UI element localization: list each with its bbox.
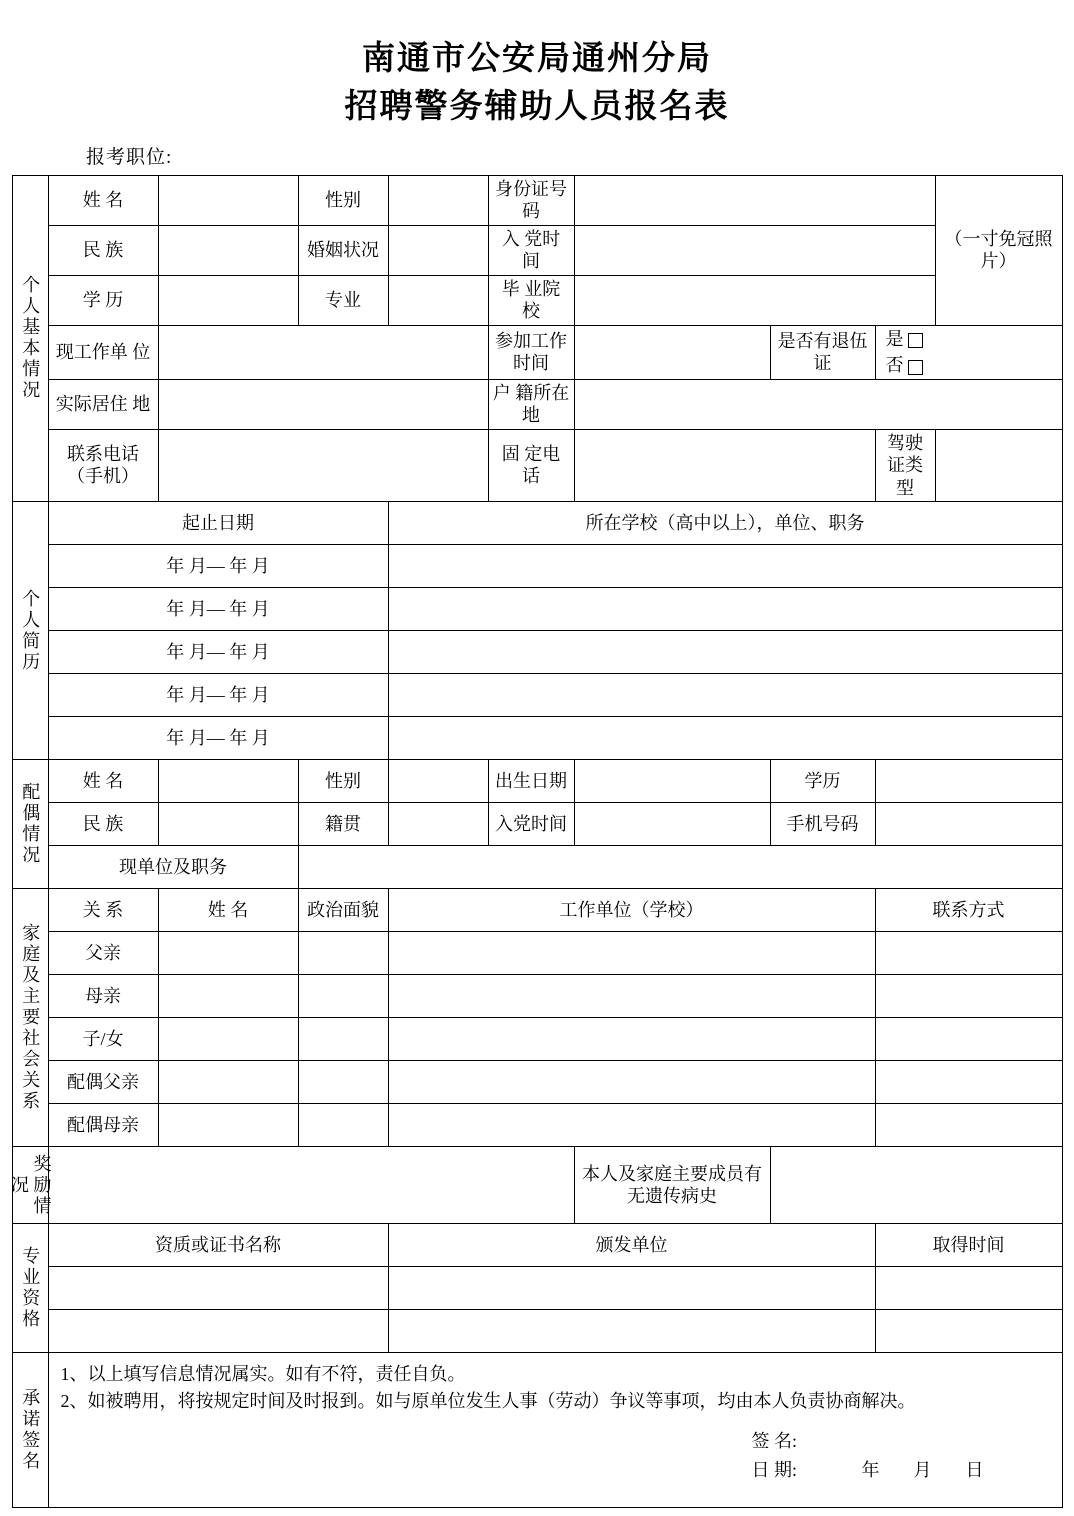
field-work-start-time[interactable] [574,325,770,379]
field-certificate-name-1[interactable] [48,1267,388,1310]
resume-date-2[interactable]: 年 月— 年 月 [48,588,388,631]
label-veteran-cert: 是否有退伍证 [770,325,875,379]
field-spouse-mother-political[interactable] [298,1104,388,1147]
veteran-no-label: 否 [885,355,904,376]
field-father-political[interactable] [298,932,388,975]
month-label: 月 [913,1459,932,1480]
table-row [12,275,1062,325]
resume-detail-4[interactable] [388,674,1062,717]
label-party-join-time: 入 党时 间 [488,225,574,275]
table-row [12,1353,1062,1508]
header-work-unit: 工作单位（学校） [388,889,875,932]
field-spouse-gender[interactable] [388,760,488,803]
resume-detail-2[interactable] [388,588,1062,631]
table-row [12,325,1062,379]
promise-content [48,1353,1062,1508]
field-party-join-time[interactable] [574,225,935,275]
field-residence[interactable] [158,379,488,429]
label-spouse-current-unit: 现单位及职务 [48,846,298,889]
signature-area [53,1427,1058,1485]
title-line-2: 招聘警务辅助人员报名表 [344,85,730,125]
label-id-number: 身份证号 码 [488,175,574,225]
header-issuing-unit: 颁发单位 [388,1224,875,1267]
family-relation-spouse-mother: 配偶母亲 [48,1104,158,1147]
table-row [12,1267,1062,1310]
field-issuing-unit-2[interactable] [388,1310,875,1353]
table-row [12,225,1062,275]
field-landline[interactable] [574,429,875,502]
label-spouse-birth-date: 出生日期 [488,760,574,803]
label-spouse-native-place: 籍贯 [298,803,388,846]
field-name[interactable] [158,175,298,225]
section-label-promise: 承诺签名 [12,1353,48,1508]
header-date-range: 起止日期 [48,502,388,545]
resume-detail-3[interactable] [388,631,1062,674]
table-row [12,1061,1062,1104]
label-hereditary-question: 本人及家庭主要成员有无遗传病史 [574,1147,770,1224]
table-row [12,1104,1062,1147]
label-spouse-mobile: 手机号码 [770,803,875,846]
header-family-name: 姓 名 [158,889,298,932]
label-landline: 固 定电 话 [488,429,574,502]
resume-date-5[interactable]: 年 月— 年 月 [48,717,388,760]
field-father-contact[interactable] [875,932,1062,975]
label-major: 专业 [298,275,388,325]
field-spouse-education[interactable] [875,760,1062,803]
field-marital[interactable] [388,225,488,275]
field-obtain-time-1[interactable] [875,1267,1062,1310]
field-spouse-father-contact[interactable] [875,1061,1062,1104]
field-spouse-mother-contact[interactable] [875,1104,1062,1147]
label-spouse-ethnicity: 民 族 [48,803,158,846]
label-gender: 性别 [298,175,388,225]
table-row [12,1310,1062,1353]
table-row [12,717,1062,760]
table-row [12,175,1062,225]
label-work-start-time: 参加工作时间 [488,325,574,379]
field-child-political[interactable] [298,1018,388,1061]
section-label-resume: 个人简历 [12,502,48,760]
section-label-spouse: 配偶情况 [12,760,48,889]
field-father-name[interactable] [158,932,298,975]
table-row [12,975,1062,1018]
field-spouse-party-join-time[interactable] [574,803,770,846]
veteran-no-option[interactable] [886,354,923,377]
field-spouse-father-unit[interactable] [388,1061,875,1104]
table-row [12,1147,1062,1224]
section-label-award: 奖励情况 [12,1147,48,1224]
apply-position-label: 报考职位: [86,146,173,168]
photo-placeholder: （一寸免冠照片） [935,175,1062,325]
field-spouse-native-place[interactable] [388,803,488,846]
field-mother-unit[interactable] [388,975,875,1018]
date-label: 日 期: [751,1459,797,1480]
table-row [12,1224,1062,1267]
field-award-situation[interactable] [48,1147,574,1224]
table-row [12,379,1062,429]
checkbox-icon[interactable] [908,360,923,375]
label-current-work-unit: 现工作单 位 [48,325,158,379]
promise-line-2: 2、如被聘用，将按规定时间及时报到。如与原单位发生人事（劳动）争议等事项，均由本人负责协商解决。 [60,1391,916,1412]
field-spouse-mobile[interactable] [875,803,1062,846]
field-issuing-unit-1[interactable] [388,1267,875,1310]
application-form-table [9,175,1063,1509]
table-row [12,502,1062,545]
header-political-status: 政治面貌 [298,889,388,932]
table-row [12,846,1062,889]
label-spouse-party-join-time: 入党时间 [488,803,574,846]
resume-date-1[interactable]: 年 月— 年 月 [48,545,388,588]
signature-label: 签 名: [751,1431,797,1452]
field-certificate-name-2[interactable] [48,1310,388,1353]
field-spouse-birth-date[interactable] [574,760,770,803]
table-row [12,803,1062,846]
header-contact: 联系方式 [875,889,1062,932]
label-residence: 实际居住 地 [48,379,158,429]
field-mother-name[interactable] [158,975,298,1018]
section-label-personal: 个人基本情况 [12,175,48,502]
field-spouse-ethnicity[interactable] [158,803,298,846]
resume-detail-1[interactable] [388,545,1062,588]
field-child-unit[interactable] [388,1018,875,1061]
table-row [12,588,1062,631]
field-household[interactable] [574,379,1062,429]
field-spouse-mother-name[interactable] [158,1104,298,1147]
field-obtain-time-2[interactable] [875,1310,1062,1353]
field-spouse-current-unit[interactable] [298,846,1062,889]
field-graduate-school[interactable] [574,275,935,325]
label-ethnicity: 民 族 [48,225,158,275]
family-relation-father: 父亲 [48,932,158,975]
veteran-yes-label: 是 [885,328,904,349]
label-graduate-school: 毕 业院 校 [488,275,574,325]
label-name: 姓 名 [48,175,158,225]
table-row [12,674,1062,717]
table-row [12,631,1062,674]
table-row [12,932,1062,975]
field-major[interactable] [388,275,488,325]
field-hereditary-answer[interactable] [770,1147,1062,1224]
table-row [12,429,1062,502]
day-label: 日 [965,1459,984,1480]
label-driver-license: 驾驶证类型 [875,429,935,502]
field-education[interactable] [158,275,298,325]
table-row [12,889,1062,932]
section-label-family: 家庭及主要社会关系 [12,889,48,1147]
field-id-number[interactable] [574,175,935,225]
field-veteran-cert[interactable] [875,325,1062,379]
title-line-1: 南通市公安局通州分局 [362,38,712,77]
label-marital: 婚姻状况 [298,225,388,275]
field-phone[interactable] [158,429,488,502]
field-driver-license[interactable] [935,429,1062,502]
header-certificate-name: 资质或证书名称 [48,1224,388,1267]
header-relation: 关 系 [48,889,158,932]
family-relation-mother: 母亲 [48,975,158,1018]
field-spouse-father-name[interactable] [158,1061,298,1104]
date-year-month-day[interactable] [862,1460,1018,1480]
promise-line-1: 1、以上填写信息情况属实。如有不符，责任自负。 [60,1364,466,1385]
field-spouse-name[interactable] [158,760,298,803]
label-household: 户 籍所在地 [488,379,574,429]
family-relation-spouse-father: 配偶父亲 [48,1061,158,1104]
field-mother-political[interactable] [298,975,388,1018]
header-obtain-time: 取得时间 [875,1224,1062,1267]
field-gender[interactable] [388,175,488,225]
table-row [12,760,1062,803]
field-father-unit[interactable] [388,932,875,975]
table-row [12,545,1062,588]
veteran-yes-option[interactable] [886,328,923,351]
resume-detail-5[interactable] [388,717,1062,760]
label-phone: 联系电话（手机） [48,429,158,502]
checkbox-icon[interactable] [908,333,923,348]
table-row [12,1018,1062,1061]
resume-date-4[interactable]: 年 月— 年 月 [48,674,388,717]
field-child-name[interactable] [158,1018,298,1061]
header-school-unit-position: 所在学校（高中以上），单位、职务 [388,502,1062,545]
field-ethnicity[interactable] [158,225,298,275]
field-spouse-father-political[interactable] [298,1061,388,1104]
document-title [0,0,1074,130]
family-relation-child: 子/女 [48,1018,158,1061]
field-child-contact[interactable] [875,1018,1062,1061]
label-spouse-name: 姓 名 [48,760,158,803]
year-label: 年 [861,1459,880,1480]
field-spouse-mother-unit[interactable] [388,1104,875,1147]
section-label-qualification: 专业资格 [12,1224,48,1353]
field-mother-contact[interactable] [875,975,1062,1018]
label-education: 学 历 [48,275,158,325]
label-spouse-gender: 性别 [298,760,388,803]
field-current-work-unit[interactable] [158,325,488,379]
resume-date-3[interactable]: 年 月— 年 月 [48,631,388,674]
label-spouse-education: 学历 [770,760,875,803]
